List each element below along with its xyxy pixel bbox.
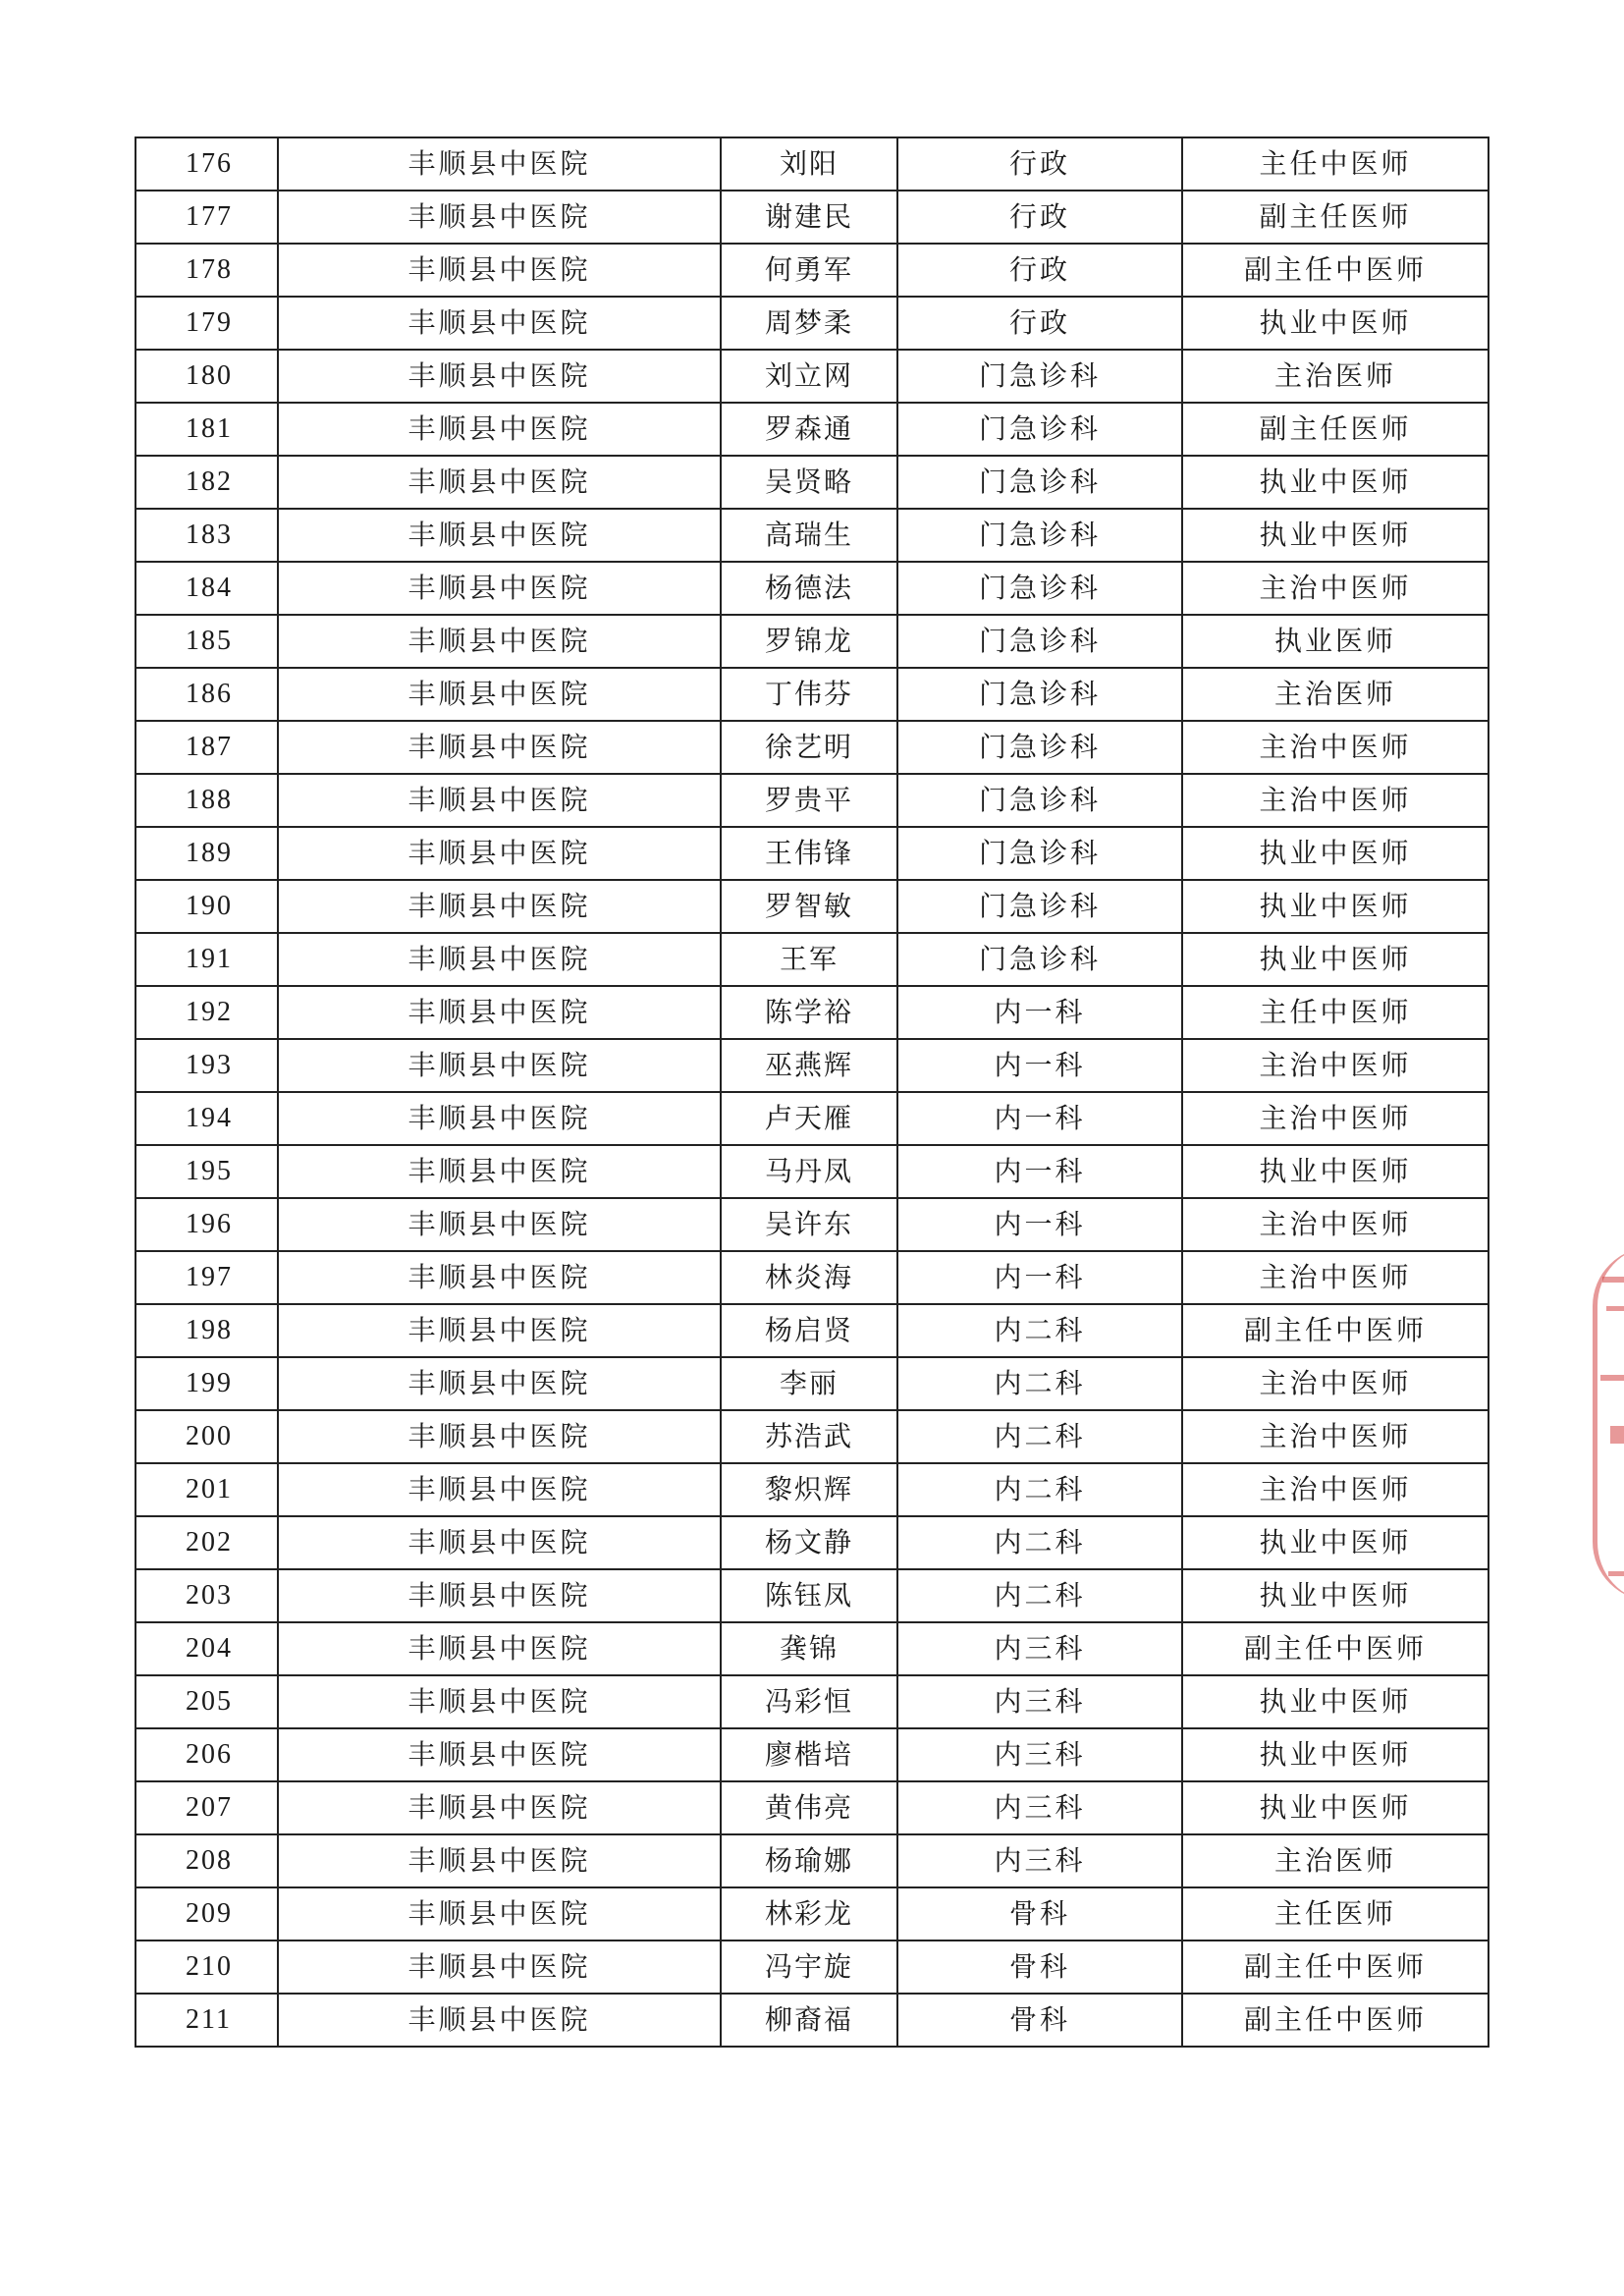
cell-unit: 丰顺县中医院: [278, 1781, 721, 1834]
cell-person-name: 周梦柔: [721, 297, 897, 350]
cell-row-number: 194: [135, 1092, 278, 1145]
cell-row-number: 191: [135, 933, 278, 986]
cell-person-name: 罗贵平: [721, 774, 897, 827]
cell-person-name: 巫燕辉: [721, 1039, 897, 1092]
cell-unit: 丰顺县中医院: [278, 137, 721, 191]
cell-job-title: 主治中医师: [1182, 1092, 1489, 1145]
cell-unit: 丰顺县中医院: [278, 668, 721, 721]
cell-person-name: 高瑞生: [721, 509, 897, 562]
cell-department: 内二科: [897, 1410, 1182, 1463]
cell-row-number: 177: [135, 191, 278, 244]
cell-row-number: 187: [135, 721, 278, 774]
cell-unit: 丰顺县中医院: [278, 1569, 721, 1622]
table-row: [135, 297, 1489, 350]
cell-person-name: 杨文静: [721, 1516, 897, 1569]
cell-row-number: 182: [135, 456, 278, 509]
cell-person-name: 王伟锋: [721, 827, 897, 880]
cell-row-number: 195: [135, 1145, 278, 1198]
cell-department: 内二科: [897, 1569, 1182, 1622]
cell-person-name: 谢建民: [721, 191, 897, 244]
cell-job-title: 副主任中医师: [1182, 1304, 1489, 1357]
cell-job-title: 副主任中医师: [1182, 1622, 1489, 1675]
table-row: [135, 1834, 1489, 1887]
cell-job-title: 执业中医师: [1182, 297, 1489, 350]
cell-person-name: 刘立网: [721, 350, 897, 403]
cell-person-name: 廖楷培: [721, 1728, 897, 1781]
table-row: [135, 933, 1489, 986]
cell-job-title: 主治中医师: [1182, 774, 1489, 827]
cell-unit: 丰顺县中医院: [278, 721, 721, 774]
table-row: [135, 1887, 1489, 1941]
cell-department: 门急诊科: [897, 615, 1182, 668]
cell-unit: 丰顺县中医院: [278, 562, 721, 615]
cell-unit: 丰顺县中医院: [278, 933, 721, 986]
cell-person-name: 龚锦: [721, 1622, 897, 1675]
table-row: [135, 1941, 1489, 1994]
cell-unit: 丰顺县中医院: [278, 1834, 721, 1887]
table-row: [135, 137, 1489, 191]
cell-row-number: 208: [135, 1834, 278, 1887]
cell-job-title: 主治医师: [1182, 668, 1489, 721]
cell-job-title: 执业中医师: [1182, 1516, 1489, 1569]
cell-job-title: 主任中医师: [1182, 137, 1489, 191]
cell-row-number: 197: [135, 1251, 278, 1304]
cell-department: 内二科: [897, 1463, 1182, 1516]
cell-job-title: 执业中医师: [1182, 1675, 1489, 1728]
cell-job-title: 副主任中医师: [1182, 1994, 1489, 2047]
cell-row-number: 205: [135, 1675, 278, 1728]
cell-department: 内一科: [897, 1251, 1182, 1304]
cell-person-name: 罗智敏: [721, 880, 897, 933]
cell-unit: 丰顺县中医院: [278, 774, 721, 827]
table-row: [135, 880, 1489, 933]
table-row: [135, 1994, 1489, 2047]
cell-row-number: 200: [135, 1410, 278, 1463]
seal-stroke: [1606, 1306, 1624, 1311]
cell-job-title: 执业中医师: [1182, 933, 1489, 986]
cell-department: 骨科: [897, 1994, 1182, 2047]
cell-row-number: 196: [135, 1198, 278, 1251]
cell-department: 内一科: [897, 1198, 1182, 1251]
cell-job-title: 执业中医师: [1182, 1781, 1489, 1834]
cell-department: 行政: [897, 244, 1182, 297]
table-row: [135, 350, 1489, 403]
cell-department: 门急诊科: [897, 933, 1182, 986]
cell-department: 门急诊科: [897, 456, 1182, 509]
cell-person-name: 罗锦龙: [721, 615, 897, 668]
table-row: [135, 774, 1489, 827]
cell-job-title: 副主任医师: [1182, 403, 1489, 456]
cell-row-number: 206: [135, 1728, 278, 1781]
cell-job-title: 执业中医师: [1182, 509, 1489, 562]
cell-job-title: 执业中医师: [1182, 1728, 1489, 1781]
cell-department: 门急诊科: [897, 509, 1182, 562]
cell-row-number: 178: [135, 244, 278, 297]
cell-unit: 丰顺县中医院: [278, 1251, 721, 1304]
cell-department: 内一科: [897, 1039, 1182, 1092]
cell-department: 门急诊科: [897, 827, 1182, 880]
table-row: [135, 1516, 1489, 1569]
cell-person-name: 柳裔福: [721, 1994, 897, 2047]
seal-stroke: [1602, 1277, 1624, 1283]
cell-row-number: 184: [135, 562, 278, 615]
cell-unit: 丰顺县中医院: [278, 509, 721, 562]
cell-row-number: 192: [135, 986, 278, 1039]
table-row: [135, 668, 1489, 721]
cell-row-number: 185: [135, 615, 278, 668]
cell-person-name: 罗森通: [721, 403, 897, 456]
table-row: [135, 456, 1489, 509]
cell-person-name: 吴许东: [721, 1198, 897, 1251]
cell-department: 内二科: [897, 1516, 1182, 1569]
cell-unit: 丰顺县中医院: [278, 1039, 721, 1092]
cell-department: 内三科: [897, 1675, 1182, 1728]
table-row: [135, 1410, 1489, 1463]
cell-job-title: 主治中医师: [1182, 1198, 1489, 1251]
table-row: [135, 562, 1489, 615]
cell-unit: 丰顺县中医院: [278, 1675, 721, 1728]
cell-department: 门急诊科: [897, 774, 1182, 827]
cell-unit: 丰顺县中医院: [278, 456, 721, 509]
cell-row-number: 204: [135, 1622, 278, 1675]
cell-department: 骨科: [897, 1941, 1182, 1994]
cell-person-name: 刘阳: [721, 137, 897, 191]
cell-department: 行政: [897, 191, 1182, 244]
cell-person-name: 杨启贤: [721, 1304, 897, 1357]
cell-unit: 丰顺县中医院: [278, 1994, 721, 2047]
cell-unit: 丰顺县中医院: [278, 1304, 721, 1357]
cell-department: 门急诊科: [897, 880, 1182, 933]
cell-job-title: 主任医师: [1182, 1887, 1489, 1941]
table-row: [135, 827, 1489, 880]
cell-row-number: 179: [135, 297, 278, 350]
cell-row-number: 193: [135, 1039, 278, 1092]
cell-job-title: 主治中医师: [1182, 1357, 1489, 1410]
cell-job-title: 主治中医师: [1182, 721, 1489, 774]
cell-row-number: 198: [135, 1304, 278, 1357]
cell-row-number: 209: [135, 1887, 278, 1941]
cell-unit: 丰顺县中医院: [278, 1145, 721, 1198]
cell-unit: 丰顺县中医院: [278, 244, 721, 297]
table-row: [135, 1569, 1489, 1622]
cell-person-name: 卢天雁: [721, 1092, 897, 1145]
cell-unit: 丰顺县中医院: [278, 350, 721, 403]
table-row: [135, 1145, 1489, 1198]
cell-unit: 丰顺县中医院: [278, 827, 721, 880]
cell-person-name: 王军: [721, 933, 897, 986]
cell-person-name: 徐艺明: [721, 721, 897, 774]
cell-unit: 丰顺县中医院: [278, 403, 721, 456]
cell-department: 内一科: [897, 1145, 1182, 1198]
cell-row-number: 180: [135, 350, 278, 403]
table-row: [135, 509, 1489, 562]
cell-unit: 丰顺县中医院: [278, 986, 721, 1039]
cell-person-name: 苏浩武: [721, 1410, 897, 1463]
table-row: [135, 403, 1489, 456]
cell-person-name: 杨瑜娜: [721, 1834, 897, 1887]
cell-person-name: 冯宇旋: [721, 1941, 897, 1994]
cell-row-number: 203: [135, 1569, 278, 1622]
table-row: [135, 1304, 1489, 1357]
cell-job-title: 主治医师: [1182, 350, 1489, 403]
cell-job-title: 副主任医师: [1182, 191, 1489, 244]
cell-person-name: 黎炽辉: [721, 1463, 897, 1516]
cell-row-number: 190: [135, 880, 278, 933]
cell-department: 门急诊科: [897, 668, 1182, 721]
cell-unit: 丰顺县中医院: [278, 1092, 721, 1145]
cell-unit: 丰顺县中医院: [278, 880, 721, 933]
cell-person-name: 陈学裕: [721, 986, 897, 1039]
cell-row-number: 207: [135, 1781, 278, 1834]
table-row: [135, 1357, 1489, 1410]
table-row: [135, 1675, 1489, 1728]
cell-unit: 丰顺县中医院: [278, 1198, 721, 1251]
cell-row-number: 188: [135, 774, 278, 827]
cell-department: 行政: [897, 137, 1182, 191]
cell-job-title: 执业中医师: [1182, 827, 1489, 880]
cell-department: 内一科: [897, 1092, 1182, 1145]
cell-row-number: 201: [135, 1463, 278, 1516]
cell-department: 骨科: [897, 1887, 1182, 1941]
cell-person-name: 陈钰凤: [721, 1569, 897, 1622]
cell-row-number: 183: [135, 509, 278, 562]
cell-job-title: 副主任中医师: [1182, 244, 1489, 297]
cell-unit: 丰顺县中医院: [278, 615, 721, 668]
cell-job-title: 主治中医师: [1182, 1039, 1489, 1092]
table-row: [135, 1039, 1489, 1092]
table-row: [135, 1781, 1489, 1834]
cell-department: 门急诊科: [897, 562, 1182, 615]
cell-job-title: 执业医师: [1182, 615, 1489, 668]
cell-job-title: 执业中医师: [1182, 1569, 1489, 1622]
cell-department: 内三科: [897, 1781, 1182, 1834]
cell-row-number: 211: [135, 1994, 278, 2047]
cell-department: 内三科: [897, 1622, 1182, 1675]
cell-person-name: 李丽: [721, 1357, 897, 1410]
table-row: [135, 721, 1489, 774]
cell-person-name: 林彩龙: [721, 1887, 897, 1941]
cell-row-number: 202: [135, 1516, 278, 1569]
cell-department: 内一科: [897, 986, 1182, 1039]
cell-person-name: 林炎海: [721, 1251, 897, 1304]
table-row: [135, 1463, 1489, 1516]
cell-department: 内二科: [897, 1357, 1182, 1410]
cell-person-name: 丁伟芬: [721, 668, 897, 721]
cell-unit: 丰顺县中医院: [278, 1463, 721, 1516]
cell-row-number: 181: [135, 403, 278, 456]
table-row: [135, 1092, 1489, 1145]
cell-person-name: 何勇军: [721, 244, 897, 297]
table-row: [135, 1728, 1489, 1781]
cell-unit: 丰顺县中医院: [278, 297, 721, 350]
cell-row-number: 199: [135, 1357, 278, 1410]
cell-unit: 丰顺县中医院: [278, 1410, 721, 1463]
table-row: [135, 1251, 1489, 1304]
cell-department: 内三科: [897, 1834, 1182, 1887]
seal-stroke: [1600, 1375, 1624, 1381]
cell-department: 内三科: [897, 1728, 1182, 1781]
cell-job-title: 主治中医师: [1182, 1251, 1489, 1304]
cell-job-title: 主治中医师: [1182, 1463, 1489, 1516]
cell-job-title: 主治中医师: [1182, 562, 1489, 615]
cell-department: 门急诊科: [897, 350, 1182, 403]
cell-row-number: 176: [135, 137, 278, 191]
cell-unit: 丰顺县中医院: [278, 1887, 721, 1941]
table-row: [135, 1198, 1489, 1251]
cell-unit: 丰顺县中医院: [278, 191, 721, 244]
cell-department: 门急诊科: [897, 403, 1182, 456]
table-row: [135, 615, 1489, 668]
cell-unit: 丰顺县中医院: [278, 1941, 721, 1994]
cell-job-title: 执业中医师: [1182, 880, 1489, 933]
cell-job-title: 执业中医师: [1182, 456, 1489, 509]
table-row: [135, 986, 1489, 1039]
cell-row-number: 186: [135, 668, 278, 721]
cell-row-number: 189: [135, 827, 278, 880]
cell-job-title: 执业中医师: [1182, 1145, 1489, 1198]
cell-person-name: 冯彩恒: [721, 1675, 897, 1728]
roster-table: [135, 137, 1489, 2048]
cell-unit: 丰顺县中医院: [278, 1622, 721, 1675]
cell-job-title: 主治中医师: [1182, 1410, 1489, 1463]
cell-department: 门急诊科: [897, 721, 1182, 774]
cell-department: 行政: [897, 297, 1182, 350]
cell-unit: 丰顺县中医院: [278, 1728, 721, 1781]
seal-stroke: [1610, 1426, 1624, 1444]
roster-table-body: [135, 137, 1489, 2047]
cell-job-title: 主任中医师: [1182, 986, 1489, 1039]
cell-job-title: 副主任中医师: [1182, 1941, 1489, 1994]
cell-row-number: 210: [135, 1941, 278, 1994]
seal-stroke: [1608, 1571, 1624, 1576]
cell-person-name: 杨德法: [721, 562, 897, 615]
cell-department: 内二科: [897, 1304, 1182, 1357]
cell-job-title: 主治医师: [1182, 1834, 1489, 1887]
table-row: [135, 244, 1489, 297]
cell-person-name: 马丹凤: [721, 1145, 897, 1198]
cell-person-name: 吴贤略: [721, 456, 897, 509]
red-seal-stamp: [1593, 1247, 1624, 1601]
cell-unit: 丰顺县中医院: [278, 1357, 721, 1410]
table-row: [135, 191, 1489, 244]
cell-person-name: 黄伟亮: [721, 1781, 897, 1834]
cell-unit: 丰顺县中医院: [278, 1516, 721, 1569]
table-row: [135, 1622, 1489, 1675]
